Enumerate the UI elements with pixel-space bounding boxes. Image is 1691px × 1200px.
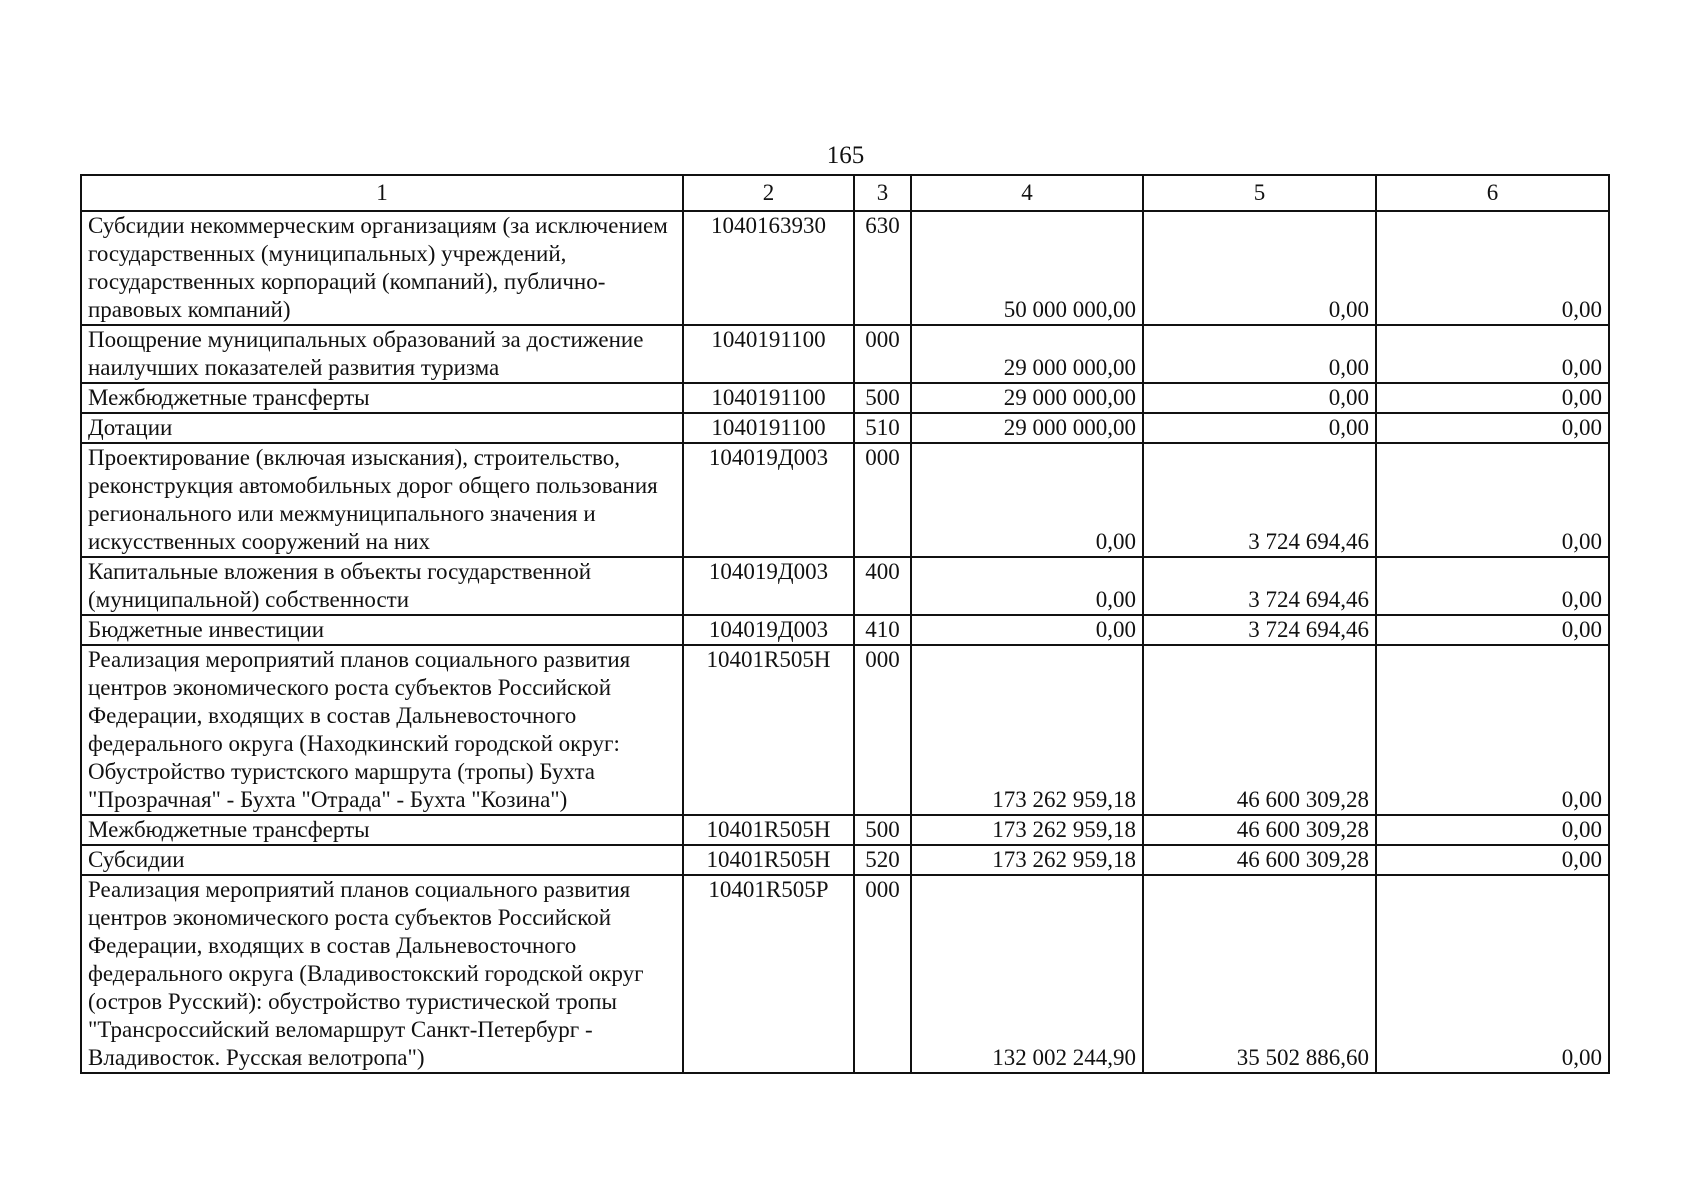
table-row xyxy=(81,325,1609,383)
table-header xyxy=(81,175,1609,211)
row-amount-col5: 0,00 xyxy=(1143,325,1376,383)
row-amount-col5: 0,00 xyxy=(1143,383,1376,413)
row-target-code: 104019Д003 xyxy=(683,557,854,615)
row-name: Субсидии некоммерческим организациям (за исключением государственных (муниципальных) учреждений, государственных корпораций (компаний), публично-правовых компаний) xyxy=(81,211,683,325)
row-amount-col4: 173 262 959,18 xyxy=(911,645,1143,815)
row-amount-col6: 0,00 xyxy=(1376,443,1609,557)
row-amount-col5: 46 600 309,28 xyxy=(1143,645,1376,815)
column-header-5: 5 xyxy=(1143,175,1376,211)
row-amount-col5: 0,00 xyxy=(1143,413,1376,443)
row-expense-type: 520 xyxy=(854,845,911,875)
row-target-code: 104019Д003 xyxy=(683,443,854,557)
row-amount-col6: 0,00 xyxy=(1376,325,1609,383)
row-expense-type: 500 xyxy=(854,815,911,845)
row-expense-type: 400 xyxy=(854,557,911,615)
table-row xyxy=(81,383,1609,413)
row-amount-col4: 173 262 959,18 xyxy=(911,815,1143,845)
row-amount-col5: 3 724 694,46 xyxy=(1143,615,1376,645)
row-amount-col4: 29 000 000,00 xyxy=(911,325,1143,383)
column-header-4: 4 xyxy=(911,175,1143,211)
row-amount-col4: 29 000 000,00 xyxy=(911,383,1143,413)
column-header-1: 1 xyxy=(81,175,683,211)
budget-table xyxy=(80,174,1610,1074)
row-amount-col6: 0,00 xyxy=(1376,875,1609,1073)
row-amount-col6: 0,00 xyxy=(1376,845,1609,875)
row-target-code: 10401R505Р xyxy=(683,875,854,1073)
table-row xyxy=(81,615,1609,645)
row-name: Дотации xyxy=(81,413,683,443)
row-amount-col5: 0,00 xyxy=(1143,211,1376,325)
row-target-code: 104019Д003 xyxy=(683,615,854,645)
row-amount-col4: 29 000 000,00 xyxy=(911,413,1143,443)
row-amount-col4: 0,00 xyxy=(911,615,1143,645)
row-expense-type: 000 xyxy=(854,443,911,557)
row-amount-col4: 50 000 000,00 xyxy=(911,211,1143,325)
row-name: Субсидии xyxy=(81,845,683,875)
row-amount-col4: 132 002 244,90 xyxy=(911,875,1143,1073)
table-row xyxy=(81,557,1609,615)
row-amount-col6: 0,00 xyxy=(1376,383,1609,413)
row-target-code: 10401R505Н xyxy=(683,845,854,875)
row-target-code: 10401R505Н xyxy=(683,645,854,815)
row-target-code: 1040191100 xyxy=(683,325,854,383)
row-name: Проектирование (включая изыскания), строительство, реконструкция автомобильных дорог общего пользования регионального или межмуниципального значения и искусственных сооружений на них xyxy=(81,443,683,557)
table-row xyxy=(81,845,1609,875)
table-body xyxy=(81,211,1609,1073)
row-amount-col4: 173 262 959,18 xyxy=(911,845,1143,875)
row-target-code: 10401R505Н xyxy=(683,815,854,845)
column-header-2: 2 xyxy=(683,175,854,211)
row-amount-col4: 0,00 xyxy=(911,443,1143,557)
row-expense-type: 500 xyxy=(854,383,911,413)
row-expense-type: 630 xyxy=(854,211,911,325)
table-row xyxy=(81,815,1609,845)
column-header-6: 6 xyxy=(1376,175,1609,211)
page-number: 165 xyxy=(826,142,865,169)
row-expense-type: 000 xyxy=(854,325,911,383)
row-amount-col6: 0,00 xyxy=(1376,815,1609,845)
row-expense-type: 410 xyxy=(854,615,911,645)
row-amount-col6: 0,00 xyxy=(1376,645,1609,815)
row-amount-col6: 0,00 xyxy=(1376,413,1609,443)
table-row xyxy=(81,875,1609,1073)
header-row xyxy=(81,175,1609,211)
table-row xyxy=(81,443,1609,557)
row-name: Реализация мероприятий планов социального развития центров экономического роста субъектов Российской Федерации, входящих в состав Дальневосточного федерального округа (Владивостокский городской округ (остров Русский): обустройство туристической тропы "Трансроссийский веломаршрут Санкт-Петербург - Владивосток. Русская велотропа") xyxy=(81,875,683,1073)
row-target-code: 1040191100 xyxy=(683,383,854,413)
row-amount-col5: 3 724 694,46 xyxy=(1143,557,1376,615)
row-amount-col6: 0,00 xyxy=(1376,211,1609,325)
row-target-code: 1040191100 xyxy=(683,413,854,443)
row-amount-col5: 46 600 309,28 xyxy=(1143,815,1376,845)
row-amount-col5: 35 502 886,60 xyxy=(1143,875,1376,1073)
row-amount-col6: 0,00 xyxy=(1376,615,1609,645)
row-name: Реализация мероприятий планов социального развития центров экономического роста субъектов Российской Федерации, входящих в состав Дальневосточного федерального округа (Находкинский городской округ: Обустройство туристского маршрута (тропы) Бухта "Прозрачная" - Бухта "Отрада" - Бухта "Козина") xyxy=(81,645,683,815)
row-name: Поощрение муниципальных образований за достижение наилучших показателей развития туризма xyxy=(81,325,683,383)
table-row xyxy=(81,645,1609,815)
row-amount-col5: 46 600 309,28 xyxy=(1143,845,1376,875)
column-header-3: 3 xyxy=(854,175,911,211)
table-row xyxy=(81,211,1609,325)
row-expense-type: 000 xyxy=(854,875,911,1073)
row-amount-col5: 3 724 694,46 xyxy=(1143,443,1376,557)
table-row xyxy=(81,413,1609,443)
row-expense-type: 510 xyxy=(854,413,911,443)
row-target-code: 1040163930 xyxy=(683,211,854,325)
row-expense-type: 000 xyxy=(854,645,911,815)
row-name: Бюджетные инвестиции xyxy=(81,615,683,645)
row-name: Капитальные вложения в объекты государственной (муниципальной) собственности xyxy=(81,557,683,615)
row-amount-col4: 0,00 xyxy=(911,557,1143,615)
row-name: Межбюджетные трансферты xyxy=(81,383,683,413)
row-amount-col6: 0,00 xyxy=(1376,557,1609,615)
row-name: Межбюджетные трансферты xyxy=(81,815,683,845)
